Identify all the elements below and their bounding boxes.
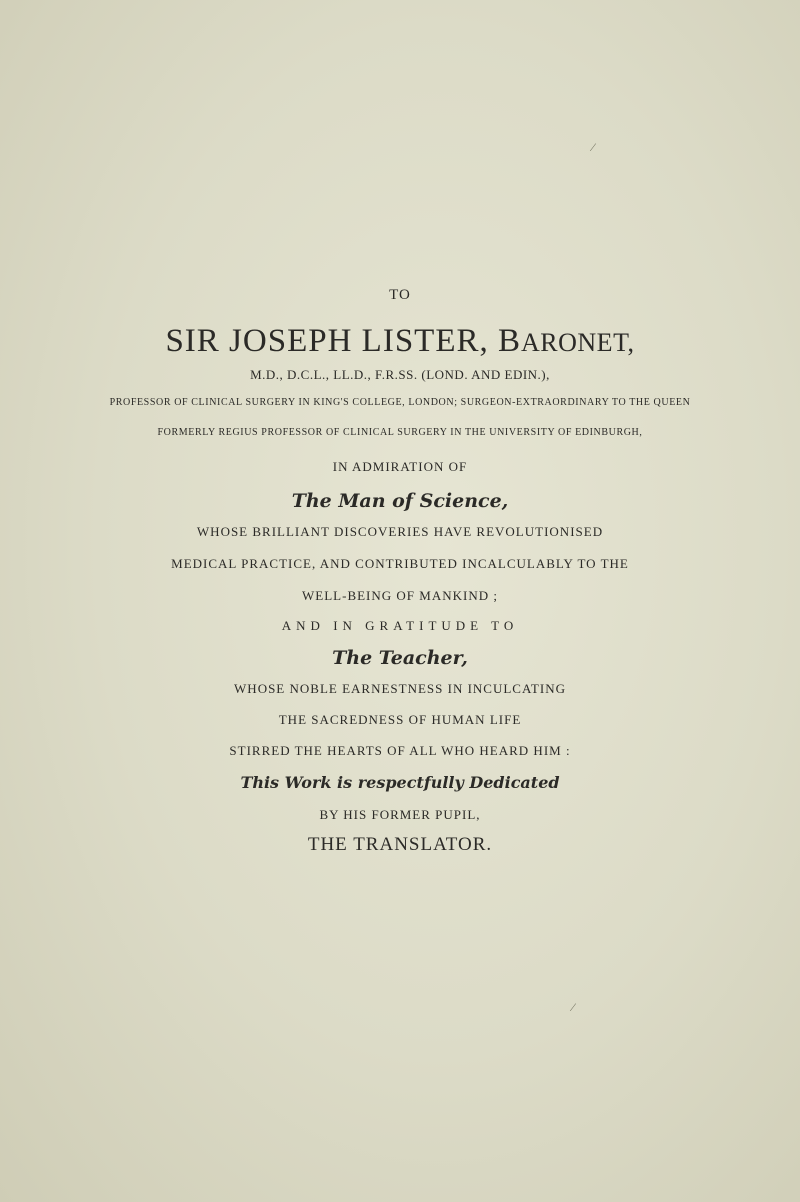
teacher-heading: The Teacher, <box>332 647 468 669</box>
pencil-mark: ⁄ <box>592 140 595 154</box>
dedicatee-name <box>0 323 800 360</box>
man-of-science-heading: The Man of Science, <box>291 490 509 512</box>
translator-signature: THE TRANSLATOR. <box>307 834 493 855</box>
earnestness-line-2: THE SACREDNESS OF HUMAN LIFE <box>278 712 522 727</box>
dedicatee-name-main: SIR JOSEPH LISTER, B <box>165 323 522 359</box>
gratitude-line: AND IN GRATITUDE TO <box>281 618 519 633</box>
dedicatee-name-smallcaps: ARONET, <box>521 328 635 357</box>
degrees-line: M.D., D.C.L., LL.D., F.R.SS. (LOND. AND EDIN.), <box>250 367 550 382</box>
pencil-mark-bottom: ⁄ <box>572 1000 575 1014</box>
professorship-line: PROFESSOR OF CLINICAL SURGERY IN KING'S COLLEGE, LONDON; SURGEON-EXTRAORDINARY TO THE QUEEN <box>109 397 691 408</box>
former-pupil-line: BY HIS FORMER PUPIL, <box>319 807 481 822</box>
discoveries-line-2: MEDICAL PRACTICE, AND CONTRIBUTED INCALCULABLY TO THE <box>171 556 629 571</box>
discoveries-line-1: WHOSE BRILLIANT DISCOVERIES HAVE REVOLUTIONISED <box>196 524 604 539</box>
earnestness-line-3: STIRRED THE HEARTS OF ALL WHO HEARD HIM : <box>229 743 571 758</box>
admiration-line: IN ADMIRATION OF <box>332 459 468 474</box>
discoveries-line-3: WELL-BEING OF MANKIND ; <box>302 588 498 603</box>
to-heading: TO <box>389 287 411 303</box>
former-professorship-line: FORMERLY REGIUS PROFESSOR OF CLINICAL SURGERY IN THE UNIVERSITY OF EDINBURGH, <box>157 427 643 438</box>
dedication-statement: This Work is respectfully Dedicated <box>240 773 560 792</box>
earnestness-line-1: WHOSE NOBLE EARNESTNESS IN INCULCATING <box>234 681 566 696</box>
